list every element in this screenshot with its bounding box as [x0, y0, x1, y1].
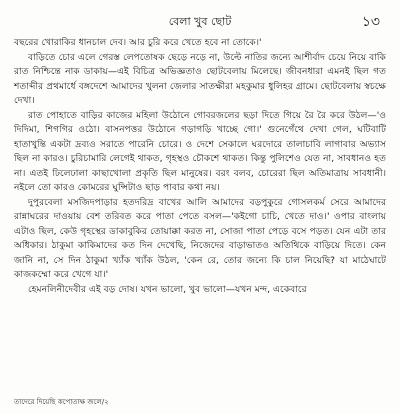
paragraph-4: দুপুরবেলা মসজিদপাড়ার হতদরিদ্র বাখের আলি আমাদের বড়পুকুরে গোসলকর্ম সেরে আমাদের রান্নাঘরের দাওয়ায় বেশ তরিবত করে পাতা পেতে বসল—'কইগো চাচি, খেতে দাও।' ওপার বাংলায় এটাও ছিল, কেউ গৃহস্থের ডাকাবুকির তোয়াক্কা করত না, সোজা পাতা পেড়ে বসে পড়ত। যেন এটা তার অধিকার। ঠাকুমা কাকিমাদের কত দিন দেখেছি, নিজেদের বাড়াভাতও অতিথিকে বাড়িয়ে দিতে। কেন জানি না, সে দিন ঠাকুমা খ্যাঁক খ্যাঁক উঠল, 'কেন রে, তোর জন্যে কি চাল নিয়েছি? যা মাঠেঘাটে কাজকম্মো করে খেগে যা।' [14, 196, 386, 280]
paragraph-3: রাত পোহাতে বাড়ির কাজের মহিলা উঠোনে গোবরজলের ছড়া দিতে গিয়ে রৈ রৈ করে উঠল—'ও দিদিমা, শিগগির ওঠো। বাসনপত্তর উঠোনে গড়াগড়ি খাচ্ছে গো।' গুনেগেঁথে দেখা গেল, ঘটিবাটি হাতাখুন্তি একটা দ্রব্যও সরাতে পারেনি চোরে। ও দেশে সেকালে ঘরদোরে তালাচাবি লাগাবার অভ্যাস ছিল না কারও। চুরিচামারি লেগেই থাকত, গৃহস্থও চৌকশে থাকত। কিন্তু পুলিশেও যেত না, সাবধানও হত না। এতই ঢিলেঢালা কাছাখোলা প্রকৃতি ছিল মানুষের। বরং বলব, চোরেরা ছিল অতিমাত্রায় সাবধানী। নইলে তো কারও কোমরের ঘুন্সিটাও ছাড় পাবার কথা নয়। [14, 109, 386, 193]
paragraph-2: বাড়িতে চোর এলে গেরস্ত লেপতোষক ছেড়ে নড়ে না, উল্টে নাতির জন্যে আশীর্বাদ চেয়ে নিয়ে বাকি রাত নিশ্চিন্তে নাক ডাকায়—এই বিচিত্র অভিজ্ঞতাও ছোটবেলায় মিলেছে। জীবনধারা এমনই ছিল গত শতাব্দীর প্রথমার্ধে বঙ্গদেশে আমাদের খুলনা জেলার সাতক্ষীরা মহকুমার ধুলিহর গ্রামে। ছোটবেলায় স্বচক্ষে দেখা। [14, 51, 386, 106]
page-number: ১৩ [361, 14, 380, 30]
page-footer: তাদেরে দিয়েছি কপোতাক্ষ জলে/২ [14, 398, 109, 406]
page-header [14, 10, 386, 30]
paragraph-5: হেমনলিনীদেবীর এই বড় দোষ। যখন ভালো, খুব ভালো—যখন মন্দ, একেবারে [28, 283, 307, 295]
page-body [14, 36, 386, 297]
running-title: বেলা খুব ছোট [168, 15, 232, 28]
paragraph-1: বছরের খোরাকির ধানচাল দেব। আর চুরি করে খেতে হবে না তোকে।' [14, 37, 262, 48]
